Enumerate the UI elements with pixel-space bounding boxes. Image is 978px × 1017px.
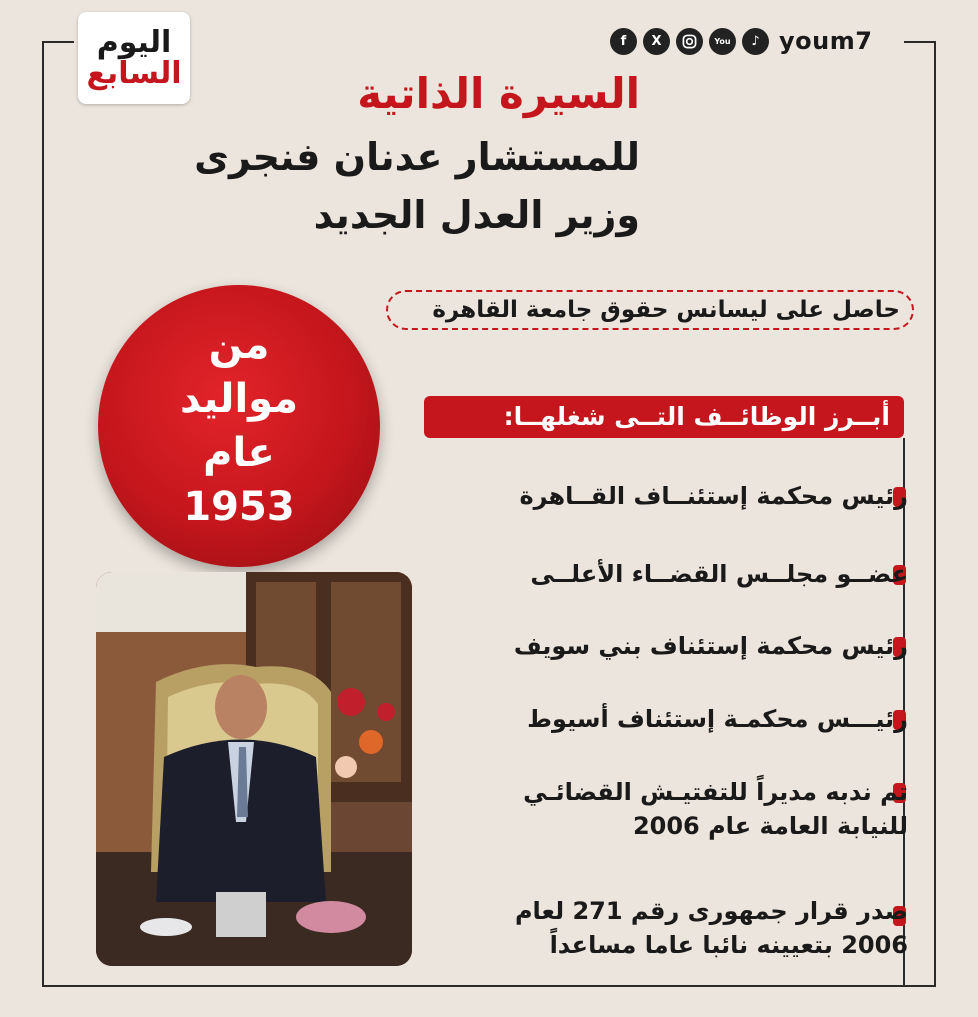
birth-line-1: من [208, 322, 270, 368]
title-main: السيرة الذاتية [357, 69, 640, 118]
birth-year: 1953 [183, 484, 295, 530]
frame-bottom [42, 985, 936, 987]
logo-line-1: اليوم [96, 24, 172, 60]
tiktok-icon[interactable]: ♪ [742, 28, 769, 55]
x-icon[interactable]: X [643, 28, 670, 55]
job-item: صدر قرار جمهورى رقم 271 لعام 2006 بتعيينه نائبا عاما مساعداً [514, 897, 908, 959]
degree-box: حاصل على ليسانس حقوق جامعة القاهرة [386, 290, 914, 330]
youm7-logo[interactable] [78, 12, 190, 104]
birth-year-circle [98, 285, 380, 567]
job-item: تم ندبه مديراً للتفتيـش القضائـي للنيابة العامة عام 2006 [523, 778, 908, 840]
youtube-icon[interactable]: You [709, 28, 736, 55]
job-item: عضــو مجلــس القضــاء الأعلــى [530, 560, 908, 588]
job-item: رئيس محكمة إستئناف بني سويف [513, 632, 908, 660]
birth-line-2: مواليد [180, 376, 299, 422]
social-bar [610, 27, 872, 55]
frame-top-right [904, 41, 936, 43]
job-item: رئيـــس محكمـة إستئناف أسيوط [527, 705, 908, 733]
page-title [194, 60, 640, 244]
jobs-heading: أبــرز الوظائــف التــى شغلهــا: [424, 396, 904, 438]
frame-right [934, 41, 936, 987]
facebook-icon[interactable]: f [610, 28, 637, 55]
portrait-photo [96, 572, 412, 966]
title-subject: للمستشار عدنان فنجرى [194, 135, 640, 179]
title-position: وزير العدل الجديد [313, 193, 640, 237]
job-item: رئيس محكمة إستئنــاف القــاهرة [519, 482, 908, 510]
logo-line-2: السابع [86, 56, 182, 91]
instagram-icon[interactable] [676, 28, 703, 55]
frame-top-left [42, 41, 74, 43]
brand-name[interactable]: youm7 [779, 27, 873, 55]
frame-left [42, 41, 44, 987]
birth-line-3: عام [203, 430, 275, 476]
